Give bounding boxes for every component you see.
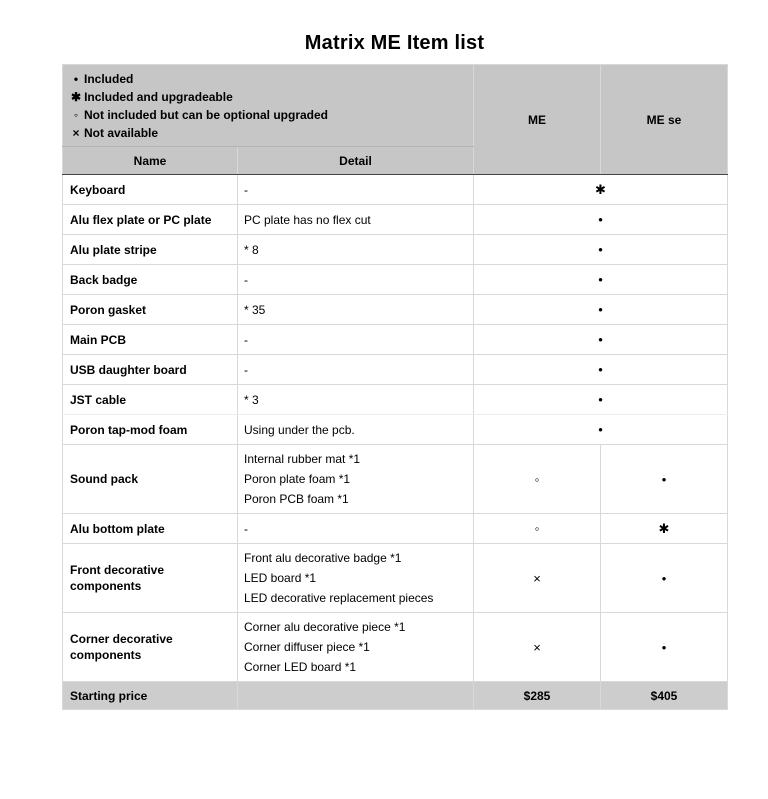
availability-symbol-me-se: • bbox=[601, 544, 728, 613]
column-header-me: ME bbox=[474, 65, 601, 175]
starting-price-row bbox=[63, 682, 728, 710]
item-name: Sound pack bbox=[63, 445, 238, 514]
item-name: Back badge bbox=[63, 265, 238, 295]
legend-label: Not included but can be optional upgraded bbox=[84, 107, 328, 122]
item-detail-line: Corner alu decorative piece *1 bbox=[244, 620, 406, 634]
legend-label: Not available bbox=[84, 125, 159, 140]
item-detail bbox=[238, 295, 474, 325]
item-detail-line: LED decorative replacement pieces bbox=[244, 591, 434, 605]
item-detail-line: - bbox=[244, 332, 248, 347]
page bbox=[0, 31, 768, 799]
item-detail-line: Front alu decorative badge *1 bbox=[244, 551, 402, 565]
legend-symbol-icon: ◦ bbox=[73, 107, 79, 122]
legend-label: Included bbox=[84, 71, 134, 86]
item-detail-line: Poron plate foam *1 bbox=[244, 472, 351, 486]
availability-symbol-both: • bbox=[474, 235, 728, 265]
item-detail bbox=[238, 355, 474, 385]
table-row bbox=[63, 385, 728, 415]
item-name: USB daughter board bbox=[63, 355, 238, 385]
item-detail-line: Poron PCB foam *1 bbox=[244, 492, 349, 506]
availability-symbol-both: • bbox=[474, 205, 728, 235]
availability-symbol-both: • bbox=[474, 325, 728, 355]
page-title: Matrix ME Item list bbox=[304, 32, 485, 54]
legend-label: Included and upgradeable bbox=[84, 89, 233, 104]
item-detail-line: - bbox=[244, 272, 248, 287]
table-row bbox=[63, 295, 728, 325]
availability-symbol-me-se: • bbox=[601, 445, 728, 514]
item-name: Alu flex plate or PC plate bbox=[63, 205, 238, 235]
item-name: Keyboard bbox=[63, 175, 238, 205]
table-header bbox=[63, 65, 728, 175]
item-detail bbox=[238, 325, 474, 355]
table-row bbox=[63, 514, 728, 544]
availability-symbol-both: • bbox=[474, 415, 728, 445]
table-row bbox=[63, 445, 728, 514]
item-detail bbox=[238, 265, 474, 295]
item-detail-line: * 3 bbox=[244, 392, 259, 407]
me-se-price: $405 bbox=[601, 682, 728, 710]
table-row bbox=[63, 265, 728, 295]
availability-symbol-both: ✱ bbox=[474, 175, 728, 205]
item-detail-line: * 35 bbox=[244, 302, 266, 317]
legend-symbol-icon: • bbox=[73, 71, 79, 86]
availability-symbol-me: ◦ bbox=[474, 445, 601, 514]
table-footer bbox=[63, 682, 728, 710]
starting-price-detail-empty bbox=[238, 682, 474, 710]
availability-symbol-me: × bbox=[474, 613, 601, 682]
item-detail bbox=[238, 235, 474, 265]
item-detail-line: Corner LED board *1 bbox=[244, 660, 357, 674]
item-name: Main PCB bbox=[63, 325, 238, 355]
item-detail bbox=[238, 385, 474, 415]
table-row bbox=[63, 175, 728, 205]
item-table-wrapper bbox=[62, 64, 727, 710]
me-price: $285 bbox=[474, 682, 601, 710]
item-detail-line: Corner diffuser piece *1 bbox=[244, 640, 370, 654]
column-header-detail: Detail bbox=[238, 147, 474, 175]
table-row bbox=[63, 544, 728, 613]
availability-symbol-me-se: ✱ bbox=[601, 514, 728, 544]
item-detail-line: - bbox=[244, 521, 248, 536]
item-detail-line: Internal rubber mat *1 bbox=[244, 452, 361, 466]
item-detail bbox=[238, 613, 474, 682]
availability-symbol-me: ◦ bbox=[474, 514, 601, 544]
column-header-me-se: ME se bbox=[601, 65, 728, 175]
item-name: Corner decorative components bbox=[63, 613, 238, 682]
item-detail-line: - bbox=[244, 182, 248, 197]
item-detail-line: - bbox=[244, 362, 248, 377]
item-detail-line: LED board *1 bbox=[244, 571, 317, 585]
item-detail bbox=[238, 445, 474, 514]
table-row bbox=[63, 355, 728, 385]
legend-item bbox=[71, 106, 465, 124]
item-name: Poron gasket bbox=[63, 295, 238, 325]
table-row bbox=[63, 415, 728, 445]
item-name: Front decorative components bbox=[63, 544, 238, 613]
item-detail bbox=[238, 175, 474, 205]
legend-cell bbox=[63, 65, 474, 147]
item-detail bbox=[238, 514, 474, 544]
availability-symbol-both: • bbox=[474, 385, 728, 415]
table-row bbox=[63, 613, 728, 682]
item-detail-line: Using under the pcb. bbox=[244, 422, 355, 437]
item-detail bbox=[238, 415, 474, 445]
item-detail-line: * 8 bbox=[244, 242, 259, 257]
table-body bbox=[63, 175, 728, 682]
legend-symbol-icon: × bbox=[72, 125, 80, 140]
legend-item bbox=[71, 88, 465, 106]
availability-symbol-both: • bbox=[474, 355, 728, 385]
item-name: Poron tap-mod foam bbox=[63, 415, 238, 445]
availability-symbol-both: • bbox=[474, 265, 728, 295]
table-row bbox=[63, 235, 728, 265]
table-row bbox=[63, 205, 728, 235]
starting-price-label: Starting price bbox=[63, 682, 238, 710]
legend-item bbox=[71, 70, 465, 88]
legend-symbol-icon: ✱ bbox=[71, 89, 82, 104]
availability-symbol-me-se: • bbox=[601, 613, 728, 682]
item-detail-line: PC plate has no flex cut bbox=[244, 212, 371, 227]
item-detail bbox=[238, 544, 474, 613]
item-name: JST cable bbox=[63, 385, 238, 415]
legend-item bbox=[71, 124, 465, 142]
item-detail bbox=[238, 205, 474, 235]
column-header-name: Name bbox=[63, 147, 238, 175]
table-row bbox=[63, 325, 728, 355]
item-comparison-table bbox=[62, 64, 728, 710]
item-name: Alu plate stripe bbox=[63, 235, 238, 265]
item-name: Alu bottom plate bbox=[63, 514, 238, 544]
availability-symbol-both: • bbox=[474, 295, 728, 325]
availability-symbol-me: × bbox=[474, 544, 601, 613]
